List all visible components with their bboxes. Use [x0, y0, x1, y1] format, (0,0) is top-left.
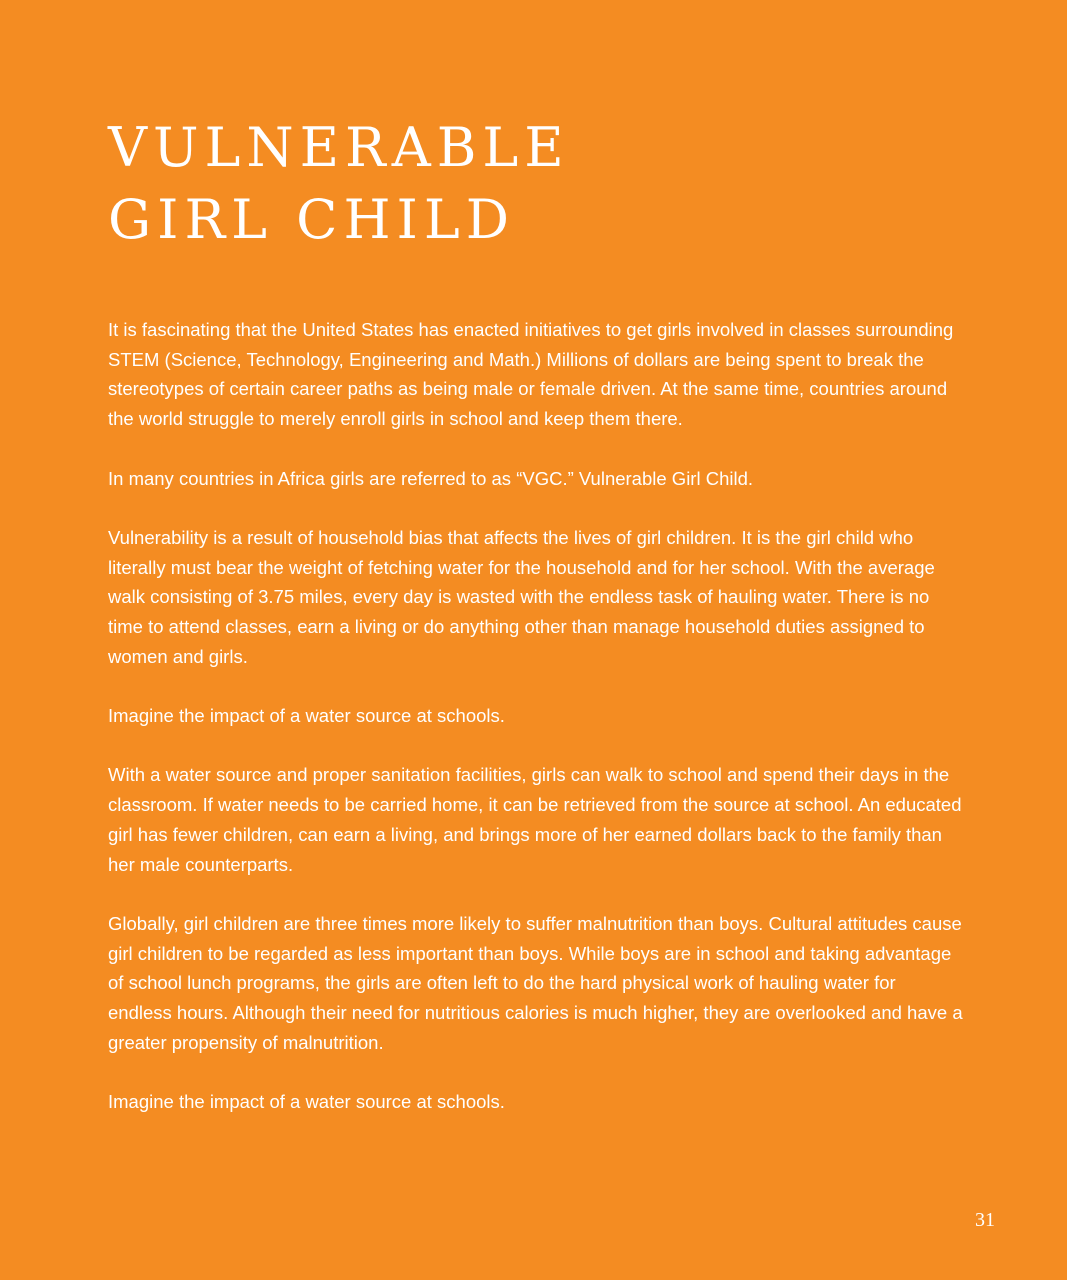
paragraph-2: In many countries in Africa girls are referred to as “VGC.” Vulnerable Girl Child. [108, 467, 754, 489]
title-line-2: GIRL CHILD [108, 188, 516, 251]
page-title [108, 112, 570, 256]
paragraph-6: Globally, girl children are three times more likely to suffer malnutrition than boys. Cultural attitudes cause girl children to be regarded as less important than boys. While boys are in school and taking advantage of school lunch programs, the girls are often left to do the hard physical work of hauling water for endless hours. Although their need for nutritious calories is much higher, they are overlooked and have a greater propensity of malnutrition. [108, 912, 963, 1053]
title-line-1: VULNERABLE [108, 116, 570, 179]
page-number: 31 [975, 1209, 995, 1231]
paragraph-1: It is fascinating that the United States has enacted initiatives to get girls involved in classes surrounding STEM (Science, Technology, Engineering and Math.) Millions of dollars are being spent to break the stereotypes of certain career paths as being male or female driven. At the same time, countries around the world struggle to merely enroll girls in school and keep them there. [108, 319, 954, 430]
paragraph-4: Imagine the impact of a water source at schools. [108, 705, 505, 727]
body-text [108, 315, 963, 1117]
paragraph-7: Imagine the impact of a water source at schools. [108, 1091, 505, 1113]
paragraph-5: With a water source and proper sanitation facilities, girls can walk to school and spend their days in the classroom. If water needs to be carried home, it can be retrieved from the source at school. An educated girl has fewer children, can earn a living, and brings more of her earned dollars back to the family than her male counterparts. [108, 764, 962, 875]
paragraph-3: Vulnerability is a result of household bias that affects the lives of girl children. It is the girl child who literally must bear the weight of fetching water for the household and for her school. With the average walk consisting of 3.75 miles, every day is wasted with the endless task of hauling water. There is no time to attend classes, earn a living or do anything other than manage household duties assigned to women and girls. [108, 526, 935, 667]
